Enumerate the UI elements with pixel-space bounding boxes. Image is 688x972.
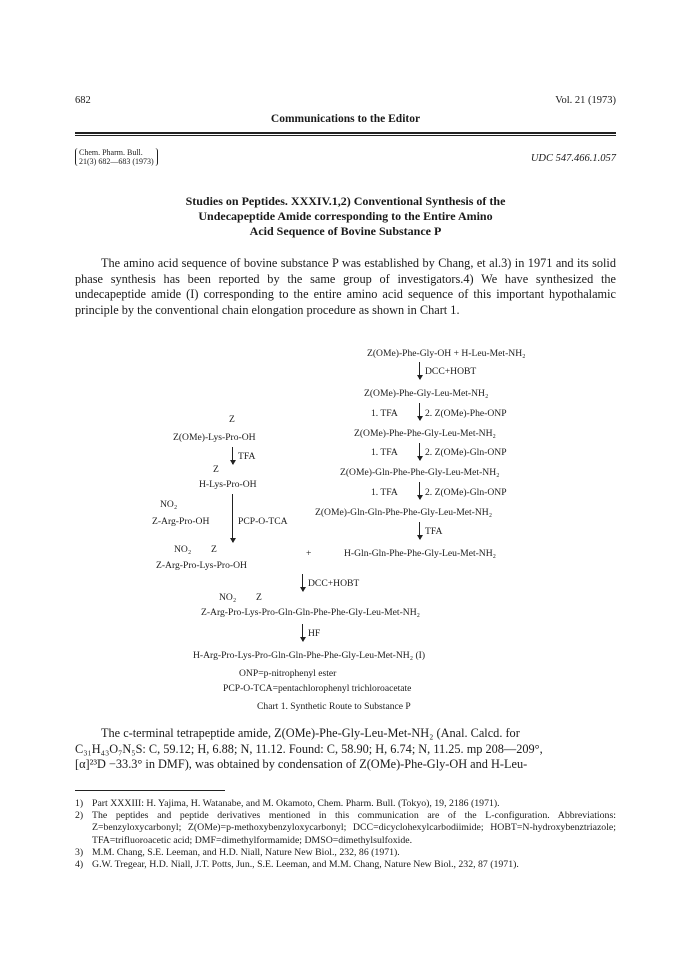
arrow-down-icon	[419, 522, 420, 539]
footnote-number: 3)	[75, 846, 84, 858]
chart-abbr-onp: ONP=p-nitrophenyl ester	[239, 668, 337, 679]
chart-no2-2: NO₂	[174, 544, 192, 555]
chart-z-4: Z	[256, 592, 262, 603]
chart-r2: Z(OMe)-Phe-Gly-Leu-Met-NH₂	[364, 388, 489, 399]
footnote-rule	[75, 790, 225, 791]
footnotes	[75, 798, 616, 871]
footnote-text: G.W. Tregear, H.D. Niall, J.T. Potts, Jun., S.E. Leeman, and M.M. Chang, Nature New Biol., 232, 87 (1971).	[92, 859, 519, 871]
journal-ref-box	[75, 148, 158, 166]
header-rule	[75, 132, 616, 134]
chart-step-gln-onp-1: 2. Z(OMe)-Gln-ONP	[425, 447, 507, 458]
footnote-text: Part XXXIII: H. Yajima, H. Watanabe, and M. Okamoto, Chem. Pharm. Bull. (Tokyo), 19, 2186 (1971).	[92, 798, 500, 809]
chart-no2-3: NO₂	[219, 592, 237, 603]
article-title	[75, 194, 616, 239]
arrow-down-icon	[419, 403, 420, 420]
footnote-3	[75, 847, 616, 859]
title-line-2: Undecapeptide Amide corresponding to the Entire Amino	[198, 209, 493, 223]
footnote-number: 4)	[75, 859, 84, 871]
chart-step-phe-onp: 2. Z(OMe)-Phe-ONP	[425, 408, 507, 419]
volume-label: Vol. 21 (1973)	[555, 95, 616, 106]
chart-r5: Z(OMe)-Gln-Gln-Phe-Phe-Gly-Leu-Met-NH₂	[315, 507, 493, 518]
intro-paragraph	[75, 256, 616, 318]
chart-final-product: H-Arg-Pro-Lys-Pro-Gln-Gln-Phe-Phe-Gly-Leu-Met-NH₂ (I)	[193, 650, 426, 661]
chart-l2: H-Lys-Pro-OH	[199, 479, 257, 490]
body2-line-1: The c-terminal tetrapeptide amide, Z(OMe)-Phe-Gly-Leu-Met-NH₂ (Anal. Calcd. for	[101, 726, 520, 740]
chart-l1: Z(OMe)-Lys-Pro-OH	[173, 432, 256, 443]
chart-reagent-dcc: DCC+HOBT	[425, 366, 477, 377]
chart-r4: Z(OMe)-Gln-Phe-Phe-Gly-Leu-Met-NH₂	[340, 467, 500, 478]
chart-no2-1: NO₂	[160, 499, 178, 510]
arrow-down-icon	[419, 362, 420, 379]
chart-l-tfa: TFA	[238, 451, 256, 462]
body-paragraph-2	[75, 726, 616, 773]
chart-reagent-tfa: TFA	[425, 526, 443, 537]
chart-reagent-dcc-2: DCC+HOBT	[308, 578, 360, 589]
arrow-down-icon	[302, 574, 303, 591]
udc-code: UDC 547.466.1.057	[530, 153, 616, 164]
title-line-3: Acid Sequence of Bovine Substance P	[249, 224, 442, 238]
chart-reagent-hf: HF	[308, 628, 321, 639]
chart-z-3: Z	[211, 544, 217, 555]
chart-z-2: Z	[213, 464, 219, 475]
chart-caption: Chart 1. Synthetic Route to Substance P	[257, 701, 411, 712]
chart-r6: H-Gln-Gln-Phe-Phe-Gly-Leu-Met-NH₂	[344, 548, 497, 559]
footnote-2	[75, 810, 616, 847]
chart-abbr-pcp: PCP-O-TCA=pentachlorophenyl trichloroacetate	[223, 683, 412, 694]
chart-p1: Z-Arg-Pro-Lys-Pro-Gln-Gln-Phe-Phe-Gly-Leu-Met-NH₂	[201, 607, 420, 618]
arrow-down-icon	[419, 482, 420, 499]
footnote-text: M.M. Chang, S.E. Leeman, and H.D. Niall, Nature New Biol., 232, 86 (1971).	[92, 846, 400, 858]
page-number: 682	[75, 95, 91, 106]
journal-ref-line1: Chem. Pharm. Bull.	[79, 148, 143, 157]
footnote-number: 1)	[75, 798, 84, 809]
header-rule-thin	[75, 135, 616, 136]
footnote-text: The peptides and peptide derivatives mentioned in this communication are of the L-configuration. Abbreviations: Z=benzyloxycarbonyl; Z(OMe)=p-methoxybenzyloxycarbonyl; DCC=dicyclohexylcarbodiimide; HOBT=N-hydroxybenztriazole; TFA=trifluoroacetic acid; DMF=dimethylformamide; DMSO=dimethylsulfoxide.	[92, 810, 616, 846]
chart-r1: Z(OMe)-Phe-Gly-OH + H-Leu-Met-NH₂	[367, 348, 526, 359]
arrow-down-icon	[302, 624, 303, 641]
journal-ref-line2: 21(3) 682—683 (1973)	[79, 157, 154, 166]
chart-step-tfa-2: 1. TFA	[371, 447, 398, 458]
section-title: Communications to the Editor	[270, 113, 421, 125]
arrow-down-icon	[232, 494, 233, 542]
chart-r3: Z(OMe)-Phe-Phe-Gly-Leu-Met-NH₂	[354, 428, 496, 439]
footnote-1	[75, 798, 616, 810]
footnote-number: 2)	[75, 810, 84, 822]
arrow-down-icon	[419, 443, 420, 460]
footnote-4	[75, 859, 616, 871]
chart-reagent-pcp: PCP-O-TCA	[238, 516, 288, 527]
chart-step-gln-onp-2: 2. Z(OMe)-Gln-ONP	[425, 487, 507, 498]
chart-step-tfa-3: 1. TFA	[371, 487, 398, 498]
title-line-1: Studies on Peptides. XXXIV.1,2) Conventional Synthesis of the	[185, 194, 506, 208]
arrow-down-icon	[232, 447, 233, 464]
chart-plus: +	[306, 548, 312, 559]
body2-line-2: C₃₁H₄₃O₇N₅S: C, 59.12; H, 6.88; N, 11.12. Found: C, 58.90; H, 6.74; N, 11.25. mp 208—209°,	[75, 741, 543, 756]
chart-step-tfa-1: 1. TFA	[371, 408, 398, 419]
intro-text: The amino acid sequence of bovine substance P was established by Chang, et al.3) in 1971 and its solid phase synthesis has been reported by the same group of investigators.4) We have synthesized the undecapeptide amide (I) corresponding to the entire amino acid sequence of this important hypothalamic principle by the conventional chain elongation procedure as shown in Chart 1.	[75, 256, 616, 317]
chart-l3: Z-Arg-Pro-OH	[152, 516, 210, 527]
chart-l4: Z-Arg-Pro-Lys-Pro-OH	[156, 560, 247, 571]
body2-line-3: [α]²³D −33.3° in DMF), was obtained by condensation of Z(OMe)-Phe-Gly-OH and H-Leu-	[75, 757, 528, 771]
chart-z-1: Z	[229, 414, 235, 425]
